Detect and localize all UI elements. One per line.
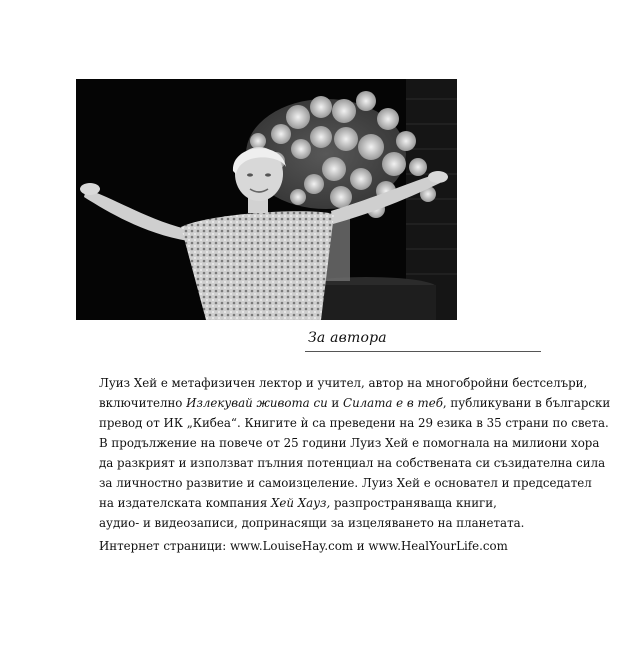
book-title: Хей Хауз, — [271, 496, 331, 510]
bio-text: превод от ИК „Кибеа“. Книгите ѝ са преведени на 29 езика в 35 страни по света. — [99, 416, 609, 430]
bio-text: включително — [99, 396, 187, 410]
bio-line — [99, 493, 559, 513]
bio-text: на издателската компания — [99, 496, 272, 510]
author-photo — [76, 79, 457, 320]
bio-text: разпространяваща книги, — [330, 496, 497, 510]
bio-text: и — [327, 396, 344, 410]
bio-line — [99, 413, 609, 433]
author-bio — [99, 373, 611, 533]
bio-text: да разкрият и използват пълния потенциал на собствената си съзидателна сила — [99, 456, 606, 470]
book-title: Силата е в теб — [343, 396, 443, 410]
section-title: За автора — [308, 330, 387, 346]
bio-line — [99, 453, 606, 473]
websites-line: Интернет страници: www.LouiseHay.com и www.HealYourLife.com — [99, 539, 508, 553]
bio-line — [99, 433, 600, 453]
bio-line — [99, 513, 559, 533]
bio-text: за личностно развитие и самоизцеление. Луиз Хей е основател и председател — [99, 476, 592, 490]
book-title: Излекувай живота си — [186, 396, 328, 410]
bio-text: , публикувани в български — [442, 396, 611, 410]
bio-line — [99, 473, 592, 493]
section-title-rule — [305, 329, 541, 352]
bio-line — [99, 373, 588, 393]
bio-text: Луиз Хей е метафизичен лектор и учител, автор на многобройни бестселъри, — [99, 376, 588, 390]
author-photo-illustration — [76, 79, 457, 320]
bio-text: В продължение на повече от 25 години Луиз Хей е помогнала на милиони хора — [99, 436, 600, 450]
bio-text: аудио- и видеозаписи, допринасящи за изцеляването на планетата. — [99, 516, 525, 530]
bio-line — [99, 393, 611, 413]
